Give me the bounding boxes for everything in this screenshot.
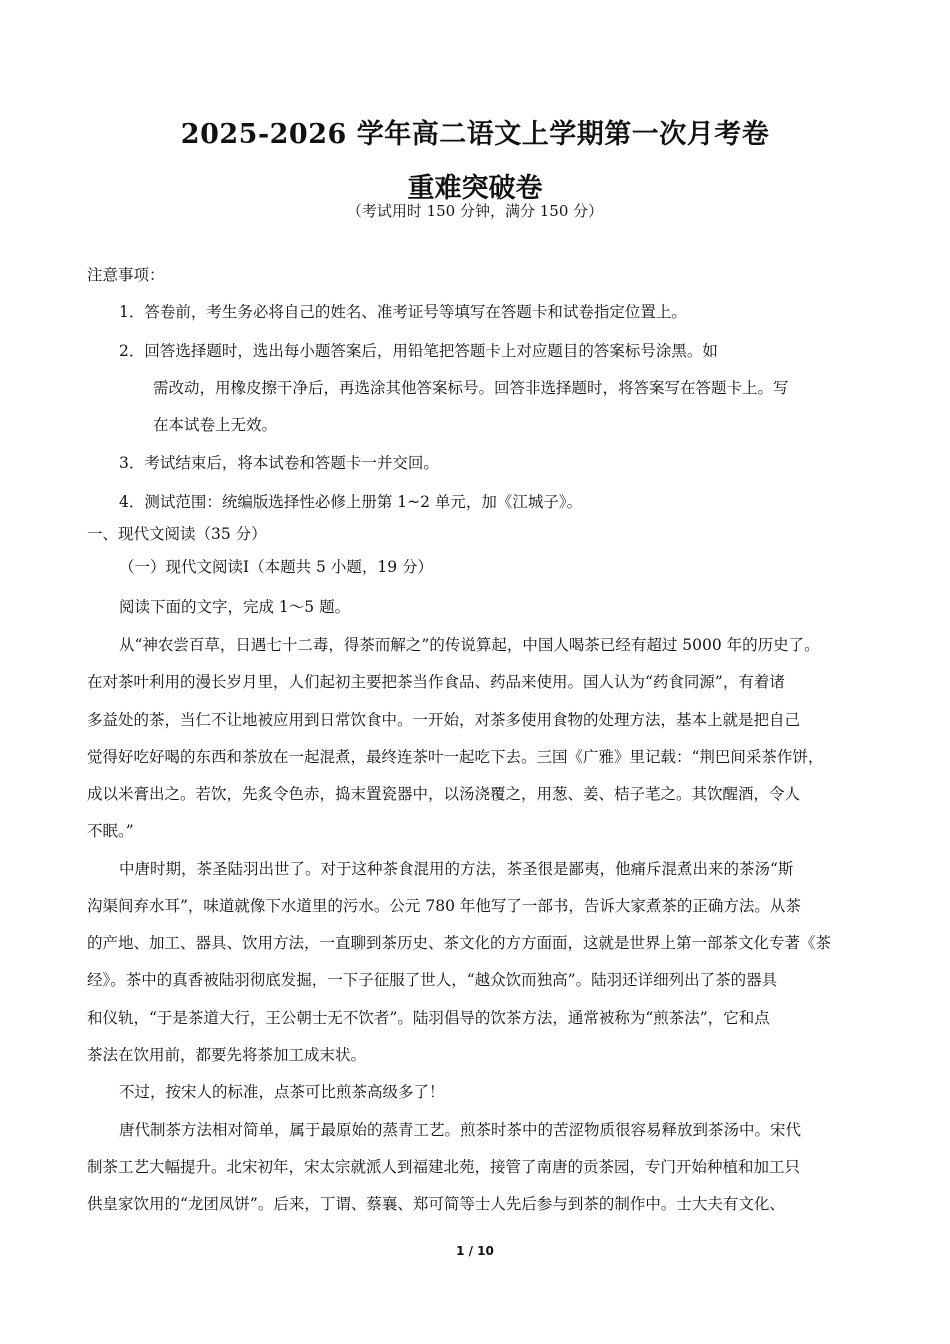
page-number: 1 / 10 bbox=[456, 1244, 494, 1258]
notice-item-continuation: 在本试卷上无效。 bbox=[153, 416, 278, 434]
notice-item: 2．回答选择题时，选出每小题答案后，用铅笔把答题卡上对应题目的答案标号涂黑。如 bbox=[119, 342, 718, 360]
exam-time-score-info: （考试用时 150 分钟，满分 150 分） bbox=[346, 202, 604, 220]
notice-item: 4．测试范围：统编版选择性必修上册第 1~2 单元，加《江城子》。 bbox=[119, 493, 583, 511]
passage-line: 唐代制茶方法相对简单，属于最原始的蒸青工艺。煎茶时茶中的苦涩物质很容易释放到茶汤中。宋代 bbox=[119, 1121, 802, 1139]
notice-item: 3．考试结束后，将本试卷和答题卡一并交回。 bbox=[119, 454, 439, 472]
passage-line: 和仪轨，“于是茶道大行，王公朝士无不饮者”。陆羽倡导的饮茶方法，通常被称为“煎茶法”，它和点 bbox=[87, 1009, 770, 1027]
exam-title: 2025-2026 学年高二语文上学期第一次月考卷 bbox=[180, 119, 770, 150]
section-heading: 一、现代文阅读（35 分） bbox=[87, 525, 267, 543]
passage-line: 中唐时期，茶圣陆羽出世了。对于这种茶食混用的方法，茶圣很是鄙夷，他痛斥混煮出来的茶汤“斯 bbox=[119, 860, 794, 878]
passage-line: 经》。茶中的真香被陆羽彻底发掘，一下子征服了世人，“越众饮而独高”。陆羽还详细列出了茶的器具 bbox=[87, 971, 778, 989]
section-instruction: 阅读下面的文字，完成 1～5 题。 bbox=[119, 598, 351, 616]
passage-line: 供皇家饮用的“龙团凤饼”。后来，丁谓、蔡襄、郑可简等士人先后参与到茶的制作中。士大夫有文化、 bbox=[87, 1195, 785, 1213]
exam-subtitle: 重难突破卷 bbox=[407, 173, 543, 204]
passage-line: 不眠。” bbox=[87, 822, 134, 840]
passage-line: 的产地、加工、器具、饮用方法，一直聊到茶历史、茶文化的方方面面，这就是世界上第一部茶文化专著《茶 bbox=[87, 934, 832, 952]
passage-line: 制茶工艺大幅提升。北宋初年，宋太宗就派人到福建北苑，接管了南唐的贡茶园，专门开始种植和加工只 bbox=[87, 1158, 801, 1176]
passage-line: 觉得好吃好喝的东西和茶放在一起混煮，最终连茶叶一起吃下去。三国《广雅》里记载：“荆巴间采茶作饼， bbox=[87, 748, 824, 766]
notice-item: 1．答卷前，考生务必将自己的姓名、准考证号等填写在答题卡和试卷指定位置上。 bbox=[119, 303, 687, 321]
notice-item-continuation: 需改动，用橡皮擦干净后，再选涂其他答案标号。回答非选择题时，将答案写在答题卡上。写 bbox=[153, 379, 789, 397]
passage-line: 茶法在饮用前，都要先将茶加工成末状。 bbox=[87, 1046, 367, 1064]
passage-line: 在对茶叶利用的漫长岁月里，人们起初主要把茶当作食品、药品来使用。国人认为“药食同源”，有着诸 bbox=[87, 673, 785, 691]
passage-line: 沟渠间弃水耳”，味道就像下水道里的污水。公元 780 年他写了一部书，告诉大家煮茶的正确方法。从茶 bbox=[87, 897, 801, 915]
passage-line: 不过，按宋人的标准，点茶可比煎茶高级多了！ bbox=[119, 1083, 445, 1101]
passage-line: 多益处的茶，当仁不让地被应用到日常饮食中。一开始，对茶多使用食物的处理方法，基本上就是把自己 bbox=[87, 711, 801, 729]
passage-line: 从“神农尝百草，日遇七十二毒，得茶而解之”的传说算起，中国人喝茶已经有超过 5000 年的历史了。 bbox=[119, 636, 820, 654]
section-subheading: （一）现代文阅读Ⅰ（本题共 5 小题，19 分） bbox=[119, 558, 433, 576]
passage-line: 成以米膏出之。若饮，先炙令色赤，捣末置瓷器中，以汤浇覆之，用葱、姜、桔子芼之。其饮醒酒，令人 bbox=[87, 785, 801, 803]
notice-heading: 注意事项： bbox=[87, 266, 165, 284]
